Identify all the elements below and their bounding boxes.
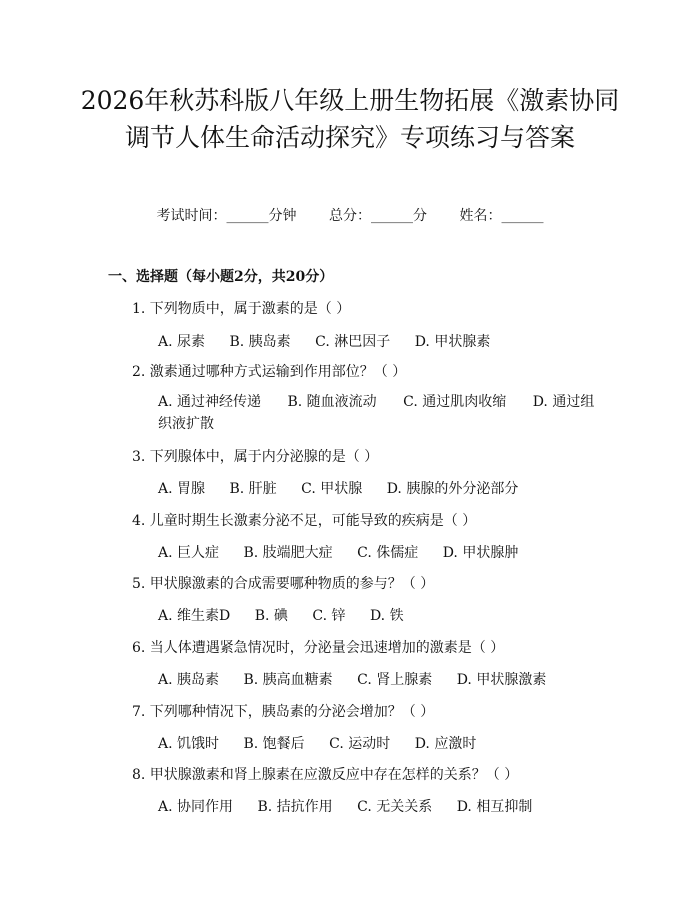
option: A. 通过神经传递 [158,394,262,410]
option: B. 胰岛素 [229,334,291,350]
option: A. 尿素 [158,334,206,350]
option: C. 运动时 [329,736,391,752]
question-2-options [108,391,608,435]
option: C. 无关关系 [357,799,433,815]
option: C. 通过肌肉收缩 [403,394,507,410]
option: D. 铁 [369,608,404,624]
question-6: 6. 当人体遭遇紧急情况时，分泌量会迅速增加的激素是（ ） [132,640,505,656]
question-2: 2. 激素通过哪种方式运输到作用部位？（ ） [132,364,407,380]
option: D. 甲状腺激素 [456,672,547,688]
option: D. 胰腺的外分泌部分 [386,481,519,497]
question-5: 5. 甲状腺激素的合成需要哪种物质的参与？（ ） [132,576,435,592]
option: C. 甲状腺 [301,481,363,497]
option: A. 维生素D [158,608,231,624]
option: A. 饥饿时 [158,736,220,752]
question-3-options [158,478,538,498]
total-score: 总分：______分 [329,208,427,224]
question-7: 7. 下列哪种情况下，胰岛素的分泌会增加？（ ） [132,704,435,720]
option: B. 拮抗作用 [257,799,333,815]
question-6-options [158,669,566,689]
option: D. 甲状腺素 [414,334,491,350]
option: C. 淋巴因子 [315,334,391,350]
option: B. 饱餐后 [243,736,305,752]
exam-time: 考试时间：______分钟 [156,208,297,224]
option: B. 肝脏 [229,481,277,497]
question-5-options [158,605,424,625]
option: B. 随血液流动 [287,394,377,410]
option: A. 胰岛素 [158,672,220,688]
option: D. 相互抑制 [456,799,533,815]
option: B. 碘 [254,608,288,624]
question-8-options [158,796,552,816]
option: C. 锌 [312,608,346,624]
student-name: 姓名：______ [459,208,544,224]
option: D. 应激时 [414,736,477,752]
option: C. 侏儒症 [357,545,419,561]
question-4-options [158,542,538,562]
option: A. 巨人症 [158,545,220,561]
option: D. 甲状腺肿 [442,545,519,561]
option: D. 通过组织液扩散 [158,394,595,432]
question-7-options [158,733,496,753]
option: C. 肾上腺素 [357,672,433,688]
question-1-options [158,331,510,351]
option: B. 胰高血糖素 [243,672,333,688]
question-1: 1. 下列物质中，属于激素的是（ ） [132,301,351,317]
question-8: 8. 甲状腺激素和肾上腺素在应激反应中存在怎样的关系？（ ） [132,767,519,783]
document-title: 2026年秋苏科版八年级上册生物拓展《激素协同调节人体生命活动探究》专项练习与答案 [80,86,620,152]
option: B. 肢端肥大症 [243,545,333,561]
section-heading: 一、选择题（每小题2分，共20分） [108,269,334,285]
option: A. 协同作用 [158,799,234,815]
question-3: 3. 下列腺体中，属于内分泌腺的是（ ） [132,449,379,465]
question-4: 4. 儿童时期生长激素分泌不足，可能导致的疾病是（ ） [132,513,477,529]
option: A. 胃腺 [158,481,206,497]
exam-info [0,205,700,225]
